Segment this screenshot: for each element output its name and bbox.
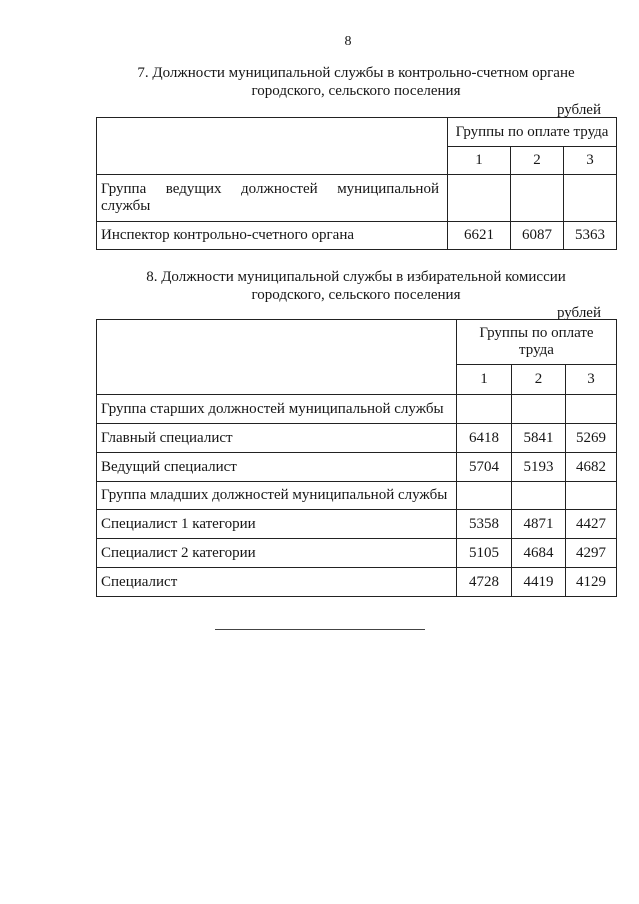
- value-cell: 5358: [457, 510, 512, 539]
- pay-groups-header-text: Группы по оплате труда: [479, 325, 594, 358]
- row-label: Инспектор контрольно-счетного органа: [97, 222, 448, 250]
- section-7-title: [96, 64, 616, 100]
- value-cell: 4684: [512, 539, 566, 568]
- group-number-cell: 2: [511, 147, 564, 175]
- table-row: [97, 424, 617, 453]
- row-label-cell: [97, 175, 448, 222]
- group-number-cell: 3: [566, 365, 617, 395]
- value-cell: [511, 175, 564, 222]
- row-label: Специалист: [97, 568, 457, 597]
- group-number-cell: 3: [564, 147, 617, 175]
- empty-header-cell: [97, 320, 457, 395]
- section-title-line: 8. Должности муниципальной службы в избирательной комиссии: [146, 269, 566, 285]
- row-label: Группа старших должностей муниципальной службы: [97, 395, 457, 424]
- value-cell: 5704: [457, 453, 512, 482]
- value-cell: [564, 175, 617, 222]
- table-header-row: [97, 118, 617, 147]
- value-cell: 6418: [457, 424, 512, 453]
- value-cell: [457, 395, 512, 424]
- closing-divider: [215, 629, 425, 630]
- salary-table-control-body: [96, 117, 617, 250]
- value-cell: 5269: [566, 424, 617, 453]
- table-row-group: [97, 482, 617, 510]
- pay-groups-header: [448, 118, 617, 147]
- table-row: [97, 568, 617, 597]
- value-cell: 5105: [457, 539, 512, 568]
- table-row-group: [97, 395, 617, 424]
- value-cell: [457, 482, 512, 510]
- row-label: Ведущий специалист: [97, 453, 457, 482]
- value-cell: 4129: [566, 568, 617, 597]
- table-header-row: [97, 320, 617, 365]
- value-cell: [566, 482, 617, 510]
- pay-groups-header-text: Группы по оплате труда: [455, 123, 609, 140]
- row-label: Группа младших должностей муниципальной службы: [97, 482, 457, 510]
- value-cell: 6087: [511, 222, 564, 250]
- row-label: Группа ведущих должностей муниципальной службы: [101, 181, 439, 214]
- value-cell: 5841: [512, 424, 566, 453]
- row-label: Главный специалист: [97, 424, 457, 453]
- value-cell: 4871: [512, 510, 566, 539]
- section-title-line: 7. Должности муниципальной службы в контрольно-счетном органе: [137, 65, 575, 81]
- table-row-group: [97, 175, 617, 222]
- value-cell: [512, 395, 566, 424]
- value-cell: 6621: [448, 222, 511, 250]
- table-row: [97, 539, 617, 568]
- row-label: Специалист 1 категории: [97, 510, 457, 539]
- section-title-line: городского, сельского поселения: [251, 287, 461, 303]
- group-number-cell: 1: [448, 147, 511, 175]
- group-number-cell: 1: [457, 365, 512, 395]
- value-cell: [512, 482, 566, 510]
- currency-unit: рублей: [556, 102, 601, 118]
- value-cell: [566, 395, 617, 424]
- salary-table-election-commission: [96, 319, 617, 597]
- table-row: [97, 222, 617, 250]
- value-cell: 4682: [566, 453, 617, 482]
- table-row: [97, 510, 617, 539]
- value-cell: 5193: [512, 453, 566, 482]
- currency-unit: рублей: [556, 305, 601, 321]
- value-cell: 4297: [566, 539, 617, 568]
- value-cell: [448, 175, 511, 222]
- group-number-cell: 2: [512, 365, 566, 395]
- pay-groups-header: [457, 320, 617, 365]
- value-cell: 4728: [457, 568, 512, 597]
- section-8-title: [96, 268, 616, 304]
- page-number: 8: [344, 34, 352, 49]
- row-label: Специалист 2 категории: [97, 539, 457, 568]
- section-title-line: городского, сельского поселения: [251, 83, 461, 99]
- value-cell: 5363: [564, 222, 617, 250]
- value-cell: 4427: [566, 510, 617, 539]
- empty-header-cell: [97, 118, 448, 175]
- value-cell: 4419: [512, 568, 566, 597]
- table-row: [97, 453, 617, 482]
